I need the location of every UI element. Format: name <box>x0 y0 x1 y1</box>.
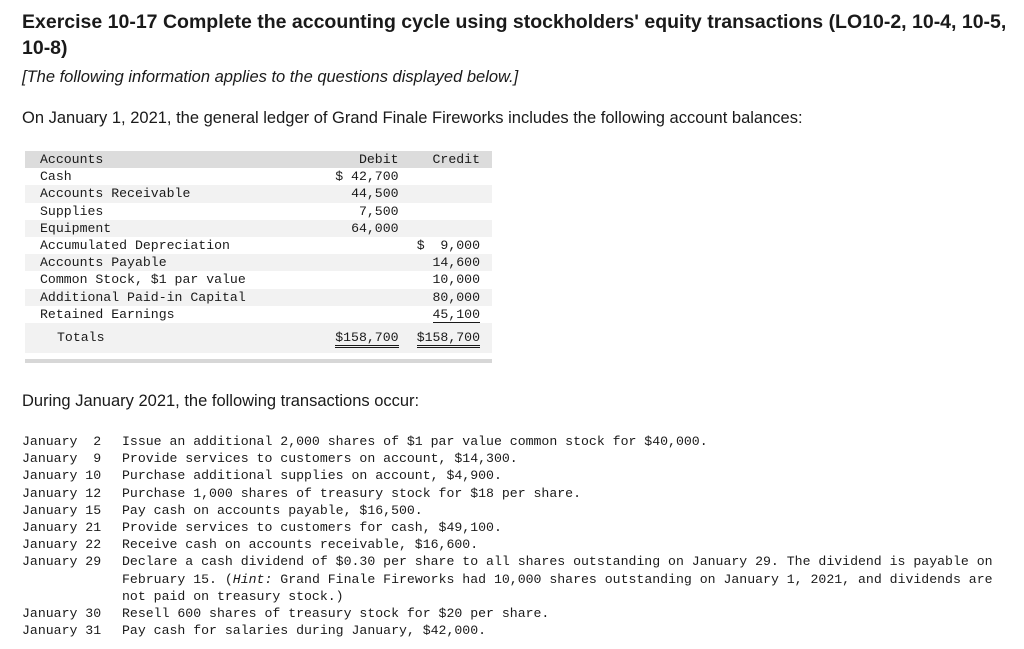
transaction-date: January 2 <box>22 434 102 449</box>
debit-total <box>305 323 398 353</box>
transaction-text: Purchase additional supplies on account, $4,900. <box>122 468 502 484</box>
transaction-text: Pay cash on accounts payable, $16,500. <box>122 502 423 518</box>
account-name: Accumulated Depreciation <box>40 238 230 254</box>
table-row <box>25 271 492 288</box>
debit-value: 44,500 <box>305 185 398 202</box>
transaction-date: January 21 <box>22 520 102 536</box>
debit-column-header: Debit <box>305 151 398 168</box>
account-name: Accounts Payable <box>25 254 305 271</box>
table-row <box>25 185 492 202</box>
instruction-note: [The following information applies to the questions displayed below.] <box>22 68 519 86</box>
accounts-column-header: Accounts <box>25 151 305 168</box>
transaction-item <box>22 433 1012 450</box>
credit-column-header: Credit <box>399 151 492 168</box>
debit-value <box>305 237 398 254</box>
credit-value <box>399 203 492 220</box>
credit-value: 10,000 <box>432 272 480 288</box>
transaction-item <box>22 536 1012 553</box>
table-row <box>25 237 492 254</box>
transaction-text-part: Grand Finale Fireworks had 10,000 shares outstanding on January 1, 2021, and dividends are not paid on treasury stock.) <box>122 571 993 604</box>
transaction-item <box>22 502 1012 519</box>
transaction-item <box>22 467 1012 484</box>
credit-value-underlined: 45,100 <box>432 306 480 322</box>
account-name: Additional Paid-in Capital <box>25 289 305 306</box>
transaction-date: January 15 <box>22 502 102 518</box>
transaction-text: Receive cash on accounts receivable, $16,600. <box>122 537 479 553</box>
transaction-text <box>122 553 1012 605</box>
credit-total-value: $158,700 <box>417 330 480 348</box>
transaction-text: Provide services to customers on account, $14,300. <box>122 451 518 467</box>
transaction-item <box>22 519 1012 536</box>
table-row <box>25 289 492 306</box>
account-name: Retained Earnings <box>40 306 175 322</box>
transaction-date: January 30 <box>22 606 102 622</box>
transaction-text: Provide services to customers for cash, $49,100. <box>122 520 502 536</box>
intro-text: On January 1, 2021, the general ledger of Grand Finale Fireworks includes the following account balances: <box>22 109 803 127</box>
debit-total-value: $158,700 <box>335 330 398 348</box>
totals-label: Totals <box>25 323 305 353</box>
transaction-date: January 9 <box>22 451 102 467</box>
account-name: Common Stock, $1 par value <box>40 272 246 288</box>
transaction-text-part: Declare a cash dividend of $0.30 per share to all shares outstanding on January 29. The dividend is payable on February 15. ( <box>122 554 993 587</box>
credit-value <box>399 185 492 202</box>
debit-value <box>305 289 398 306</box>
credit-value <box>399 306 492 323</box>
debit-value <box>305 271 398 288</box>
transaction-date: January 10 <box>22 468 102 484</box>
table-row <box>25 168 492 185</box>
account-name: Cash <box>40 169 72 185</box>
table-row <box>25 203 492 220</box>
totals-row <box>25 323 492 353</box>
credit-value <box>399 220 492 237</box>
account-name: Accounts Receivable <box>25 185 305 202</box>
credit-total <box>399 323 492 353</box>
transaction-item <box>22 485 1012 502</box>
transactions-heading: During January 2021, the following transactions occur: <box>22 392 420 410</box>
credit-value: 80,000 <box>399 289 492 306</box>
transaction-text: Resell 600 shares of treasury stock for $20 per share. <box>122 606 550 622</box>
transaction-item <box>22 553 1012 605</box>
table-bottom-rule <box>25 359 492 363</box>
table-row <box>25 306 492 323</box>
credit-value: 14,600 <box>399 254 492 271</box>
transaction-text: Issue an additional 2,000 shares of $1 par value common stock for $40,000. <box>122 434 708 449</box>
table-row <box>25 220 492 237</box>
exercise-title: Exercise 10-17 Complete the accounting cycle using stockholders' equity transactions (LO10-2, 10-4, 10-5, 10-8) <box>22 11 1007 59</box>
transaction-text: Pay cash for salaries during January, $42,000. <box>122 623 487 639</box>
transaction-item <box>22 622 1012 639</box>
account-balances-table <box>25 151 492 353</box>
debit-value: 7,500 <box>358 203 399 219</box>
debit-value <box>305 254 398 271</box>
transaction-text: Purchase 1,000 shares of treasury stock for $18 per share. <box>122 485 581 501</box>
transaction-date: January 22 <box>22 537 102 553</box>
credit-value <box>399 168 492 185</box>
debit-value <box>305 306 398 323</box>
transaction-item <box>22 450 1012 467</box>
transaction-item <box>22 605 1012 622</box>
account-name: Supplies <box>40 203 104 219</box>
transaction-date: January 31 <box>22 623 102 639</box>
account-name: Equipment <box>25 220 305 237</box>
debit-value: 64,000 <box>305 220 398 237</box>
credit-value: $ 9,000 <box>416 238 480 254</box>
hint-label: Hint: <box>232 571 273 587</box>
transaction-date: January 29 <box>22 554 102 570</box>
table-header-row <box>25 151 492 168</box>
transactions-list <box>22 433 1012 639</box>
debit-value: $ 42,700 <box>335 169 399 185</box>
table-row <box>25 254 492 271</box>
transaction-date: January 12 <box>22 485 102 501</box>
